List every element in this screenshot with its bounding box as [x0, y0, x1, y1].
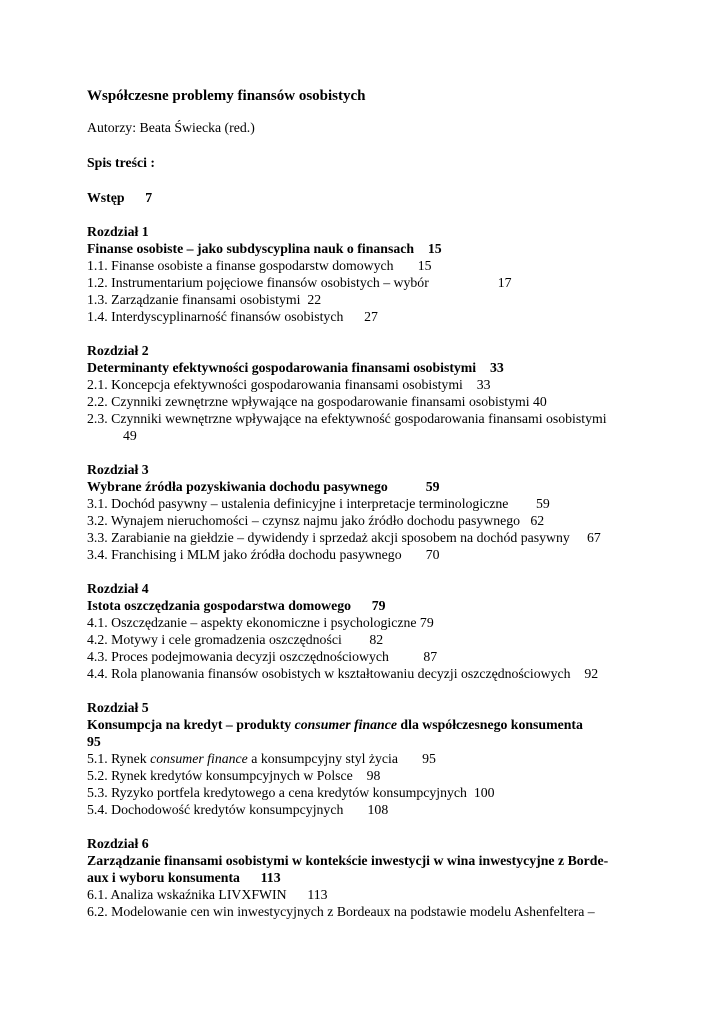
intro-label: Wstęp: [87, 190, 125, 205]
section-item: [87, 274, 697, 291]
section-item: [87, 631, 697, 648]
section-item: [87, 767, 697, 784]
section-item: [87, 546, 697, 563]
section-text: 4.1. Oszczędzanie – aspekty ekonomiczne i psychologiczne: [87, 615, 417, 630]
section-item: [87, 648, 697, 665]
section-page: 40: [532, 394, 547, 409]
chapter-title-text: Finanse osobiste – jako subdyscyplina nauk o finansach: [87, 241, 415, 256]
section-text: 3.3. Zarabianie na giełdzie – dywidendy i sprzedaż akcji sposobem na dochód pasywny: [87, 530, 570, 545]
chapter-title: [87, 852, 697, 886]
chapter-title-text: Determinanty efektywności gospodarowania finansami osobistymi: [87, 360, 477, 375]
section-text: 1.2. Instrumentarium pojęciowe finansów osobistych – wybór: [87, 275, 429, 290]
section-item: [87, 750, 697, 767]
chapter-page: 59: [425, 479, 440, 494]
chapter-3: [87, 461, 697, 563]
chapter-title-text: aux i wyboru konsumenta: [87, 870, 240, 885]
section-item: [87, 495, 697, 512]
chapter-page: 95: [87, 734, 101, 749]
section-page: 49: [123, 428, 137, 443]
section-page: 59: [536, 496, 550, 511]
chapter-label: Rozdział 4: [87, 581, 149, 596]
section-page: 82: [369, 632, 384, 647]
section-text: 1.3. Zarządzanie finansami osobistymi: [87, 292, 301, 307]
chapter-title: [87, 597, 697, 614]
section-page: 108: [367, 802, 389, 817]
section-text: 1.1. Finanse osobiste a finanse gospodarstw domowych: [87, 258, 394, 273]
section-text: 5.3. Ryzyko portfela kredytowego a cena kredytów konsumpcyjnych: [87, 785, 467, 800]
section-page: 95: [422, 751, 436, 766]
section-item: [87, 784, 697, 801]
section-text: 4.4. Rola planowania finansów osobistych w kształtowaniu decyzji oszczędnościowych: [87, 666, 571, 681]
section-item: [87, 512, 697, 529]
chapter-1: [87, 223, 697, 325]
section-item: [87, 614, 697, 631]
chapter-label: Rozdział 2: [87, 343, 149, 358]
toc-heading: Spis treści :: [87, 155, 155, 170]
section-text: 4.2. Motywy i cele gromadzenia oszczędności: [87, 632, 342, 647]
section-page: 100: [473, 785, 495, 800]
section-text: 5.1. Rynek: [87, 751, 151, 766]
section-item: [87, 257, 697, 274]
chapter-label: Rozdział 6: [87, 836, 149, 851]
chapter-title-text: Istota oszczędzania gospodarstwa domowego: [87, 598, 352, 613]
chapter-title-italic: consumer finance: [294, 717, 397, 732]
section-page: 15: [417, 258, 432, 273]
section-text: 2.1. Koncepcja efektywności gospodarowania finansami osobistymi: [87, 377, 463, 392]
section-text: 3.1. Dochód pasywny – ustalenia definicyjne i interpretacje terminologiczne: [87, 496, 509, 511]
section-text: 1.4. Interdyscyplinarność finansów osobistych: [87, 309, 344, 324]
intro-page: 7: [145, 190, 153, 205]
section-text: 4.3. Proces podejmowania decyzji oszczędnościowych: [87, 649, 389, 664]
section-text: 6.1. Analiza wskaźnika LIVXFWIN: [87, 887, 287, 902]
section-page: 67: [587, 530, 601, 545]
section-page: 33: [476, 377, 491, 392]
section-item: [87, 903, 697, 920]
section-item: [87, 308, 697, 325]
chapter-title-text: Konsumpcja na kredyt – produkty: [87, 717, 295, 732]
chapter-page: 79: [371, 598, 386, 613]
toc-intro-entry: [87, 189, 697, 206]
section-item: [87, 376, 697, 393]
section-page: 27: [364, 309, 378, 324]
section-item: [87, 393, 697, 410]
section-page: 22: [307, 292, 322, 307]
section-page: 87: [423, 649, 438, 664]
chapter-page: 33: [489, 360, 504, 375]
chapter-label: Rozdział 3: [87, 462, 149, 477]
document-page: [87, 86, 697, 937]
section-text: 5.2. Rynek kredytów konsumpcyjnych w Polsce: [87, 768, 353, 783]
section-text: a konsumpcyjny styl życia: [247, 751, 398, 766]
section-item: [87, 665, 697, 682]
chapter-title-text: dla współczesnego konsumenta: [396, 717, 583, 732]
chapter-title: [87, 240, 697, 257]
section-item: [87, 410, 697, 444]
chapter-title: [87, 716, 697, 750]
section-text: 3.2. Wynajem nieruchomości – czynsz najmu jako źródło dochodu pasywnego: [87, 513, 521, 528]
section-text-italic: consumer finance: [150, 751, 248, 766]
section-item: [87, 291, 697, 308]
chapter-title-text: Wybrane źródła pozyskiwania dochodu pasywnego: [87, 479, 388, 494]
chapter-2: [87, 342, 697, 444]
chapter-title: [87, 478, 697, 495]
section-item: [87, 886, 697, 903]
section-page: 98: [366, 768, 381, 783]
chapter-page: 15: [427, 241, 442, 256]
chapter-label: Rozdział 1: [87, 224, 149, 239]
section-text: 2.3. Czynniki wewnętrzne wpływające na efektywność gospodarowania finansami osobistymi: [87, 411, 607, 426]
document-authors: Autorzy: Beata Świecka (red.): [87, 120, 255, 135]
section-page: 113: [307, 887, 328, 902]
document-title: Współczesne problemy finansów osobistych: [87, 88, 366, 104]
chapter-page: 113: [260, 870, 281, 885]
section-text: 3.4. Franchising i MLM jako źródła dochodu pasywnego: [87, 547, 402, 562]
chapter-label: Rozdział 5: [87, 700, 149, 715]
chapter-title: [87, 359, 697, 376]
section-text: 2.2. Czynniki zewnętrzne wpływające na gospodarowanie finansami osobistymi: [87, 394, 530, 409]
section-item: [87, 801, 697, 818]
section-page: 70: [425, 547, 440, 562]
section-page: 62: [530, 513, 545, 528]
section-page: 92: [584, 666, 599, 681]
chapter-5: [87, 699, 697, 818]
chapter-6: [87, 835, 697, 920]
section-text: 5.4. Dochodowość kredytów konsumpcyjnych: [87, 802, 344, 817]
section-text: 6.2. Modelowanie cen win inwestycyjnych z Bordeaux na podstawie modelu Ashenfeltera –: [87, 904, 595, 919]
section-page: 79: [419, 615, 434, 630]
chapter-4: [87, 580, 697, 682]
section-item: [87, 529, 697, 546]
chapter-title-text: Zarządzanie finansami osobistymi w kontekście inwestycji w wina inwestycyjne z Borde-: [87, 853, 609, 868]
section-page: 17: [497, 275, 512, 290]
